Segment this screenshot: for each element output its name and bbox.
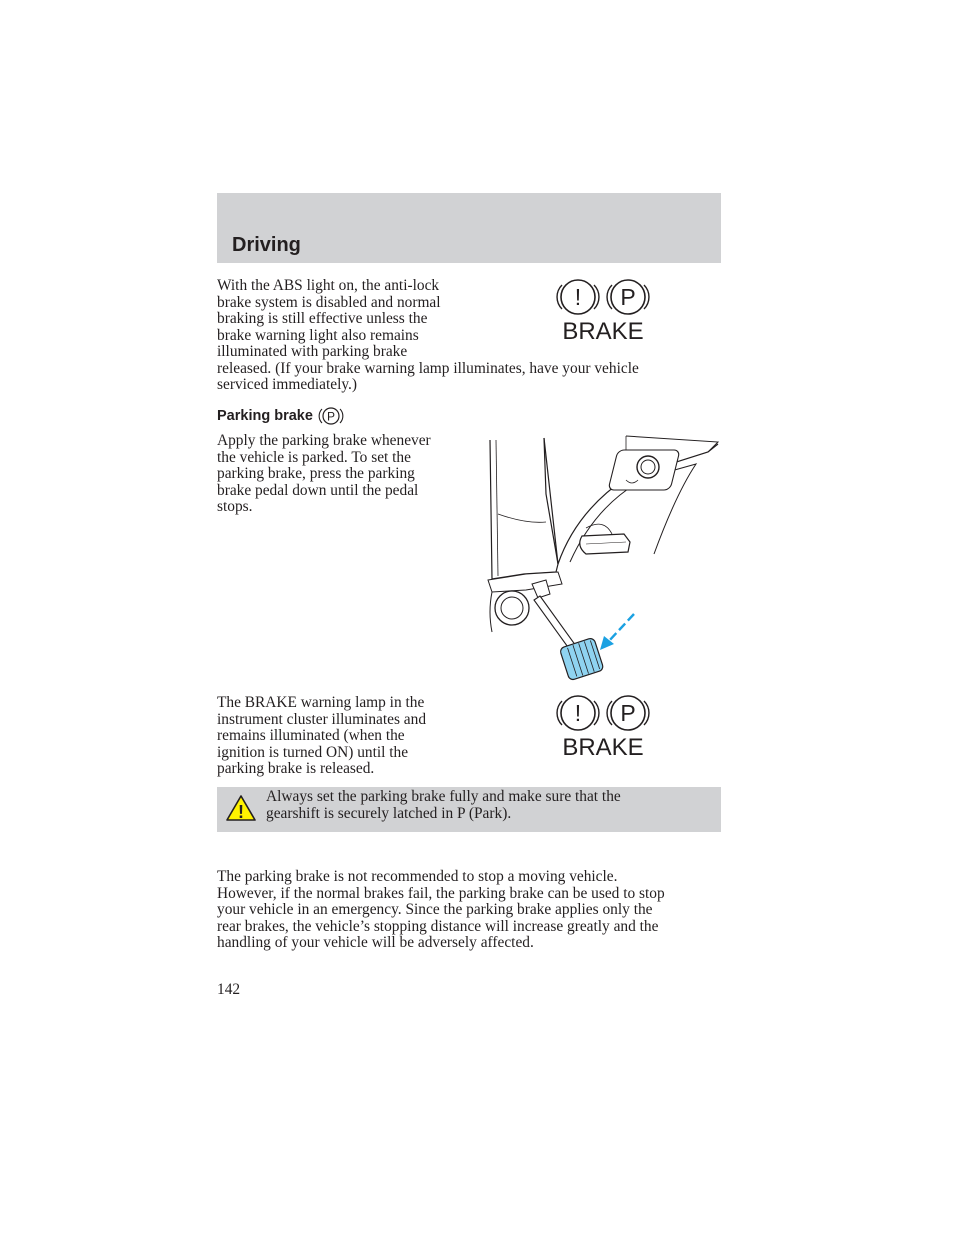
text-line: parking brake is released. [217,760,375,777]
text-line: braking is still effective unless the [217,310,428,327]
text-line: instrument cluster illuminates and [217,710,427,728]
text-line: remains illuminated (when the [217,727,405,744]
section-title: Driving [232,234,301,256]
warning-triangle-icon [225,794,257,822]
text-line: ignition is turned ON) until the [217,743,409,761]
text-line: With the ABS light on, the anti-lock [217,277,440,294]
text-line: brake warning light also remains [217,326,419,344]
text-line: brake pedal down until the pedal [217,481,419,499]
p-glyph: P [620,284,636,310]
text-line: parking brake, press the parking [217,465,415,482]
p-glyph: P [620,700,636,726]
page-number: 142 [217,981,241,998]
brake-warning-icon [557,278,652,344]
text-line: gearshift is securely latched in P (Park). [266,804,512,822]
warning-box [217,787,721,832]
parking-brake-heading-text: Parking brake [217,408,313,424]
brake-warning-icon [557,694,652,760]
text-line: illuminated with parking brake [217,343,408,360]
text-line: brake system is disabled and normal [217,293,441,311]
brake-word: BRAKE [562,318,644,345]
parking-icon-letter: P [326,409,335,424]
text-line: rear brakes, the vehicle’s stopping distance will increase greatly and the [217,917,659,935]
text-line: released. (If your brake warning lamp illuminates, have your vehicle [217,359,639,377]
parking-brake-pedal-illustration [486,434,722,682]
parking-brake-paragraph [217,433,431,516]
warning-text [266,789,621,822]
exclaim-glyph: ! [574,284,582,310]
text-line: The BRAKE warning lamp in the [217,694,425,711]
parking-brake-heading [217,406,344,426]
text-line: handling of your vehicle will be adversely affected. [217,934,534,951]
brake-word: BRAKE [562,734,644,761]
text-line: However, if the normal brakes fail, the parking brake can be used to stop [217,884,665,902]
brake-lamp-paragraph [217,695,426,778]
parking-brake-icon [318,406,344,426]
text-line: The parking brake is not recommended to stop a moving vehicle. [217,868,618,885]
warning-glyph: ! [238,802,244,822]
text-line: your vehicle in an emergency. Since the parking brake applies only the [217,901,653,918]
text-line: the vehicle is parked. To set the [217,448,411,466]
section-header-band [217,193,721,263]
text-line: Always set the parking brake fully and make sure that the [266,788,621,805]
text-line: Apply the parking brake whenever [217,432,431,449]
text-line: stops. [217,498,253,515]
text-line: serviced immediately.) [217,376,358,393]
emergency-paragraph [217,869,665,952]
exclaim-glyph: ! [574,700,582,726]
